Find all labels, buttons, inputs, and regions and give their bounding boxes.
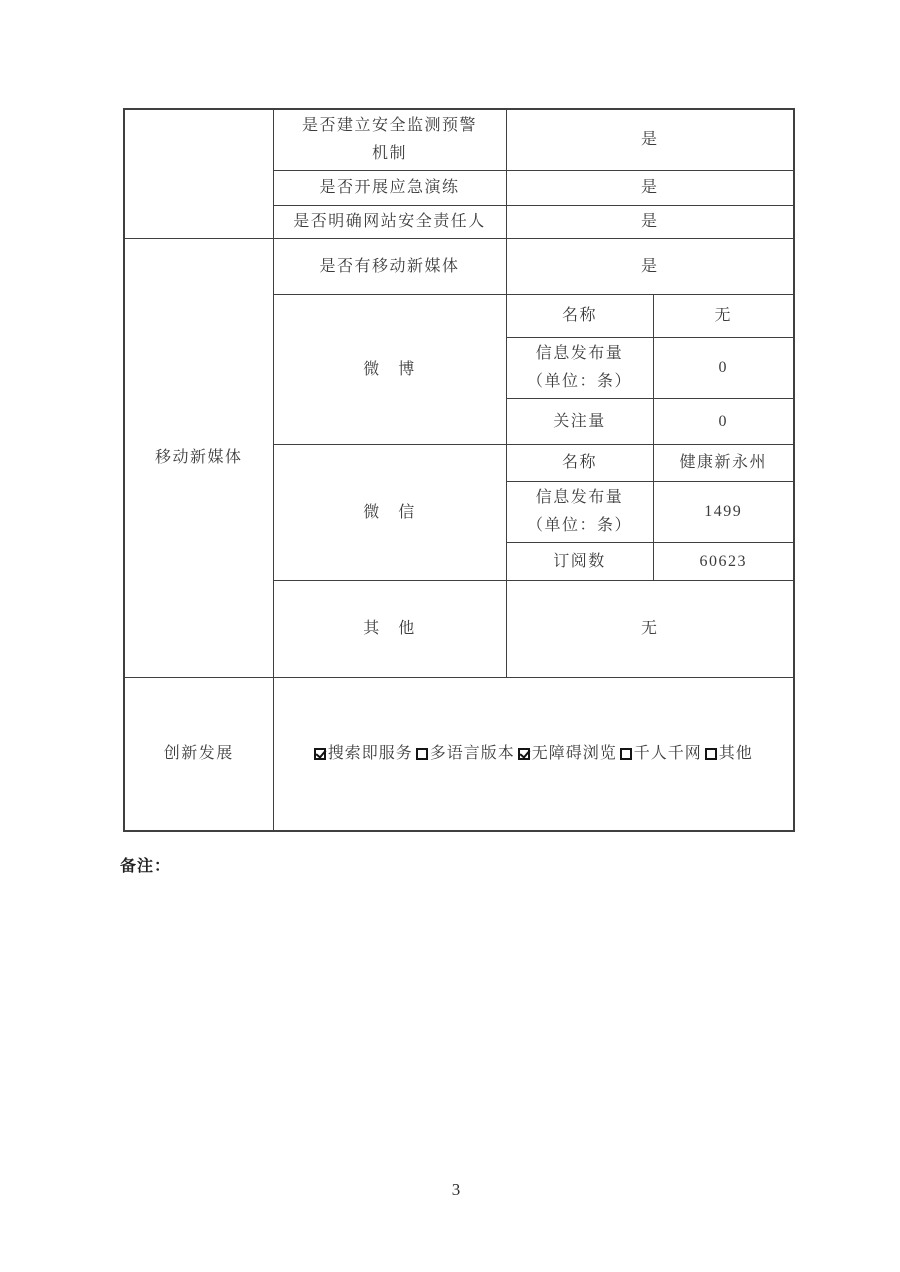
- row-value-security-officer: 是: [506, 206, 794, 239]
- checkbox-label-accessibility: 无障碍浏览: [531, 744, 617, 762]
- wechat-name-value: 健康新永州: [653, 445, 794, 482]
- wechat-subscribers-value: 60623: [653, 543, 794, 581]
- innovation-options-line: [314, 745, 753, 762]
- checkbox-multilingual: [416, 748, 428, 760]
- weibo-name-label: 名称: [506, 295, 653, 338]
- wechat-posts-value: 1499: [653, 482, 794, 543]
- checkbox-other: [705, 748, 717, 760]
- checkbox-label-multilingual: 多语言版本: [429, 744, 515, 762]
- checkbox-label-search-service: 搜索即服务: [327, 744, 413, 762]
- innovation-options-cell: [273, 678, 794, 831]
- section-label-cell-empty: [124, 109, 273, 239]
- checkbox-label-personalized: 千人千网: [633, 744, 702, 762]
- annual-report-table: [123, 108, 795, 832]
- weibo-header-cell: 微 博: [273, 295, 506, 445]
- page-number: 3: [451, 1180, 461, 1199]
- other-media-label: 其 他: [273, 581, 506, 678]
- row-label-security-officer: 是否明确网站安全责任人: [273, 206, 506, 239]
- weibo-name-value: 无: [653, 295, 794, 338]
- section-label-mobile-media: 移动新媒体: [124, 239, 273, 678]
- row-label-security-monitor: 是否建立安全监测预警机制: [273, 109, 506, 171]
- row-label-has-mobile-media: 是否有移动新媒体: [273, 239, 506, 295]
- weibo-posts-value: 0: [653, 338, 794, 399]
- checkbox-accessibility: [518, 748, 530, 760]
- wechat-header-cell: 微 信: [273, 445, 506, 581]
- row-value-security-monitor: 是: [506, 109, 794, 171]
- notes-label: 备注：: [120, 858, 172, 875]
- weibo-posts-label: 信息发布量 （单位：条）: [506, 338, 653, 399]
- row-label-emergency-drill: 是否开展应急演练: [273, 171, 506, 206]
- row-value-has-mobile-media: 是: [506, 239, 794, 295]
- checkbox-label-other: 其他: [718, 744, 753, 762]
- other-media-value: 无: [506, 581, 794, 678]
- wechat-subscribers-label: 订阅数: [506, 543, 653, 581]
- weibo-followers-value: 0: [653, 399, 794, 445]
- section-label-innovation: 创新发展: [124, 678, 273, 831]
- row-value-emergency-drill: 是: [506, 171, 794, 206]
- wechat-posts-label: 信息发布量 （单位：条）: [506, 482, 653, 543]
- weibo-followers-label: 关注量: [506, 399, 653, 445]
- checkbox-search-service: [314, 748, 326, 760]
- wechat-name-label: 名称: [506, 445, 653, 482]
- checkbox-personalized: [620, 748, 632, 760]
